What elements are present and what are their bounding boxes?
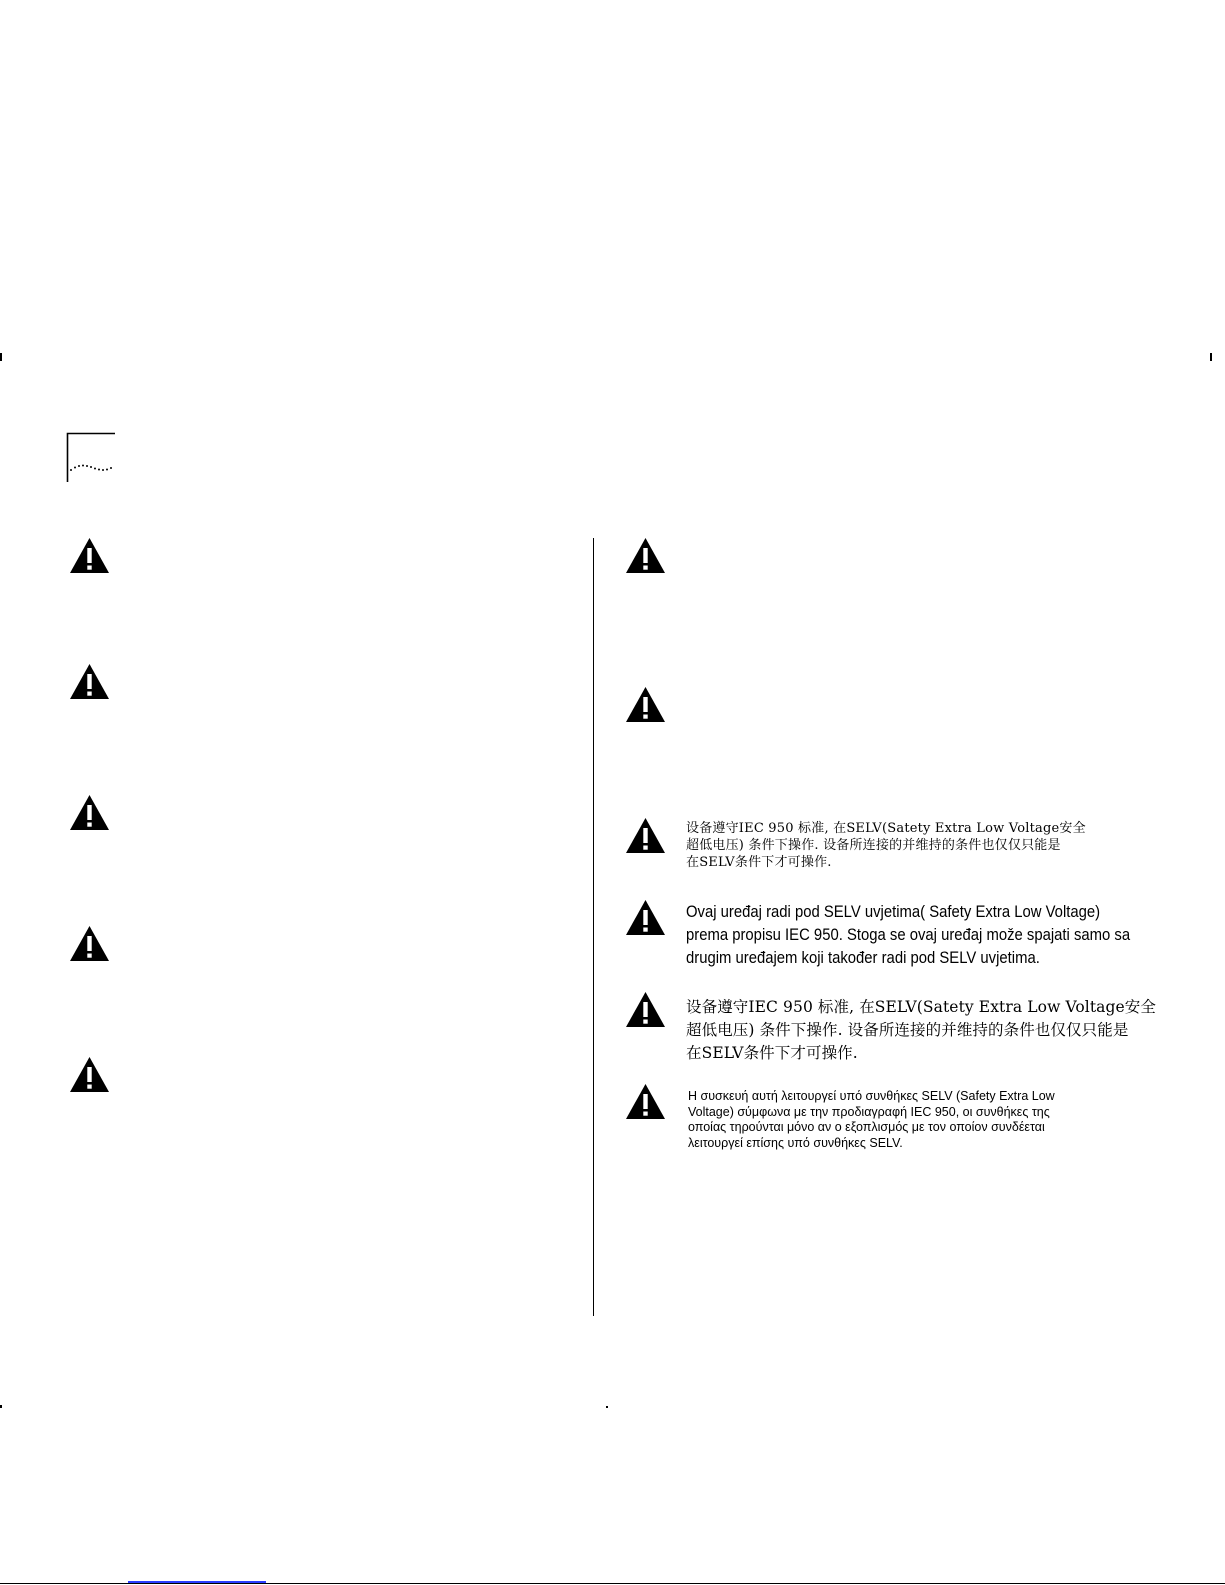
- notice-line: 超低电压) 条件下操作. 设备所连接的并维持的条件也仅仅只能是: [686, 838, 1061, 853]
- crop-mark-bottom-left: [0, 1405, 2, 1408]
- notice-line: Ovaj uređaj radi pod SELV uvjetima( Safety Extra Low Voltage): [686, 903, 1101, 921]
- notice-line: prema propisu IEC 950. Stoga se ovaj uređaj može spajati samo sa: [686, 926, 1131, 944]
- notice-line: Voltage) σύμφωνα με την προδιαγραφή IEC 950, οι συνθήκες της: [688, 1104, 1050, 1119]
- warning-triangle-icon: [69, 663, 110, 700]
- warning-triangle-icon: [625, 686, 666, 723]
- crop-mark-bottom-middle: [606, 1406, 608, 1408]
- notice-line: 超低电压) 条件下操作. 设备所连接的并维持的条件也仅仅只能是: [686, 1021, 1129, 1039]
- warning-triangle-icon: [69, 794, 110, 831]
- warning-triangle-icon: [625, 537, 666, 574]
- warning-triangle-icon: [625, 1083, 666, 1120]
- notice-line: οποίας τηρούνται μόνο αν ο εξοπλισμός με τον οποίον συνδέεται: [688, 1120, 1045, 1134]
- warning-triangle-icon: [625, 817, 666, 854]
- warning-triangle-icon: [625, 899, 666, 936]
- footer-rule: [0, 1583, 1225, 1584]
- column-divider: [593, 538, 594, 1316]
- selv-notice-chinese-large: [686, 996, 1156, 1065]
- selv-notice-greek: [688, 1089, 1078, 1151]
- warning-triangle-icon: [69, 1056, 110, 1093]
- notice-line: 设备遵守IEC 950 标准, 在SELV(Satety Extra Low Voltage安全: [686, 998, 1156, 1016]
- warning-triangle-icon: [69, 537, 110, 574]
- notice-line: 在SELV条件下才可操作.: [686, 855, 832, 870]
- notice-line: drugim uređajem koji također radi pod SELV uvjetima.: [686, 949, 1040, 967]
- corner-bracket-logo: [66, 432, 116, 482]
- crop-mark-right: [1210, 353, 1212, 361]
- crop-mark-left: [0, 353, 2, 361]
- notice-line: 设备遵守IEC 950 标准, 在SELV(Satety Extra Low Voltage安全: [686, 821, 1086, 836]
- selv-notice-chinese-small: [686, 820, 1096, 871]
- notice-line: 在SELV条件下才可操作.: [686, 1044, 858, 1062]
- notice-line: Η συσκευή αυτή λειτουργεί υπό συνθήκες SELV (Safety Extra Low: [688, 1089, 1055, 1103]
- warning-triangle-icon: [69, 925, 110, 962]
- warning-triangle-icon: [625, 991, 666, 1028]
- notice-line: λειτουργεί επίσης υπό συνθήκες SELV.: [688, 1135, 903, 1150]
- selv-notice-croatian: [686, 901, 1131, 970]
